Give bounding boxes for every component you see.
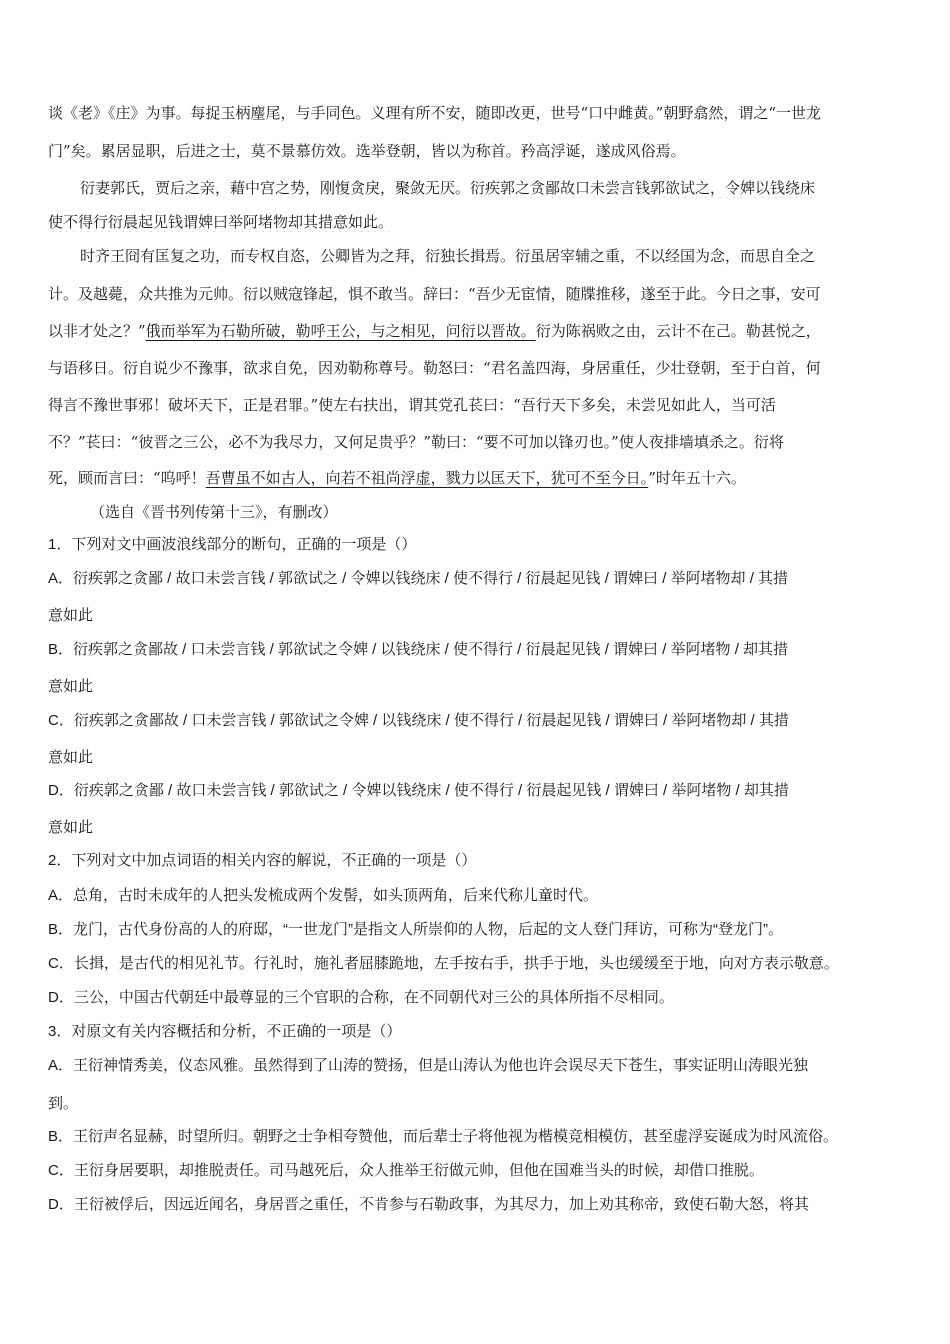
q2-option-d: D．三公，中国古代朝廷中最尊显的三个官职的合称，在不同朝代对三公的具体所指不尽相同。 xyxy=(48,989,674,1006)
passage-line xyxy=(48,321,908,341)
source-note: （选自《晋书列传第十三》，有删改） xyxy=(90,503,338,521)
q1-option-d-cont: 意如此 xyxy=(48,819,94,836)
q3-option-a-cont: 到。 xyxy=(48,1095,79,1112)
q1-option-c-cont: 意如此 xyxy=(48,749,94,766)
passage-line xyxy=(48,468,908,488)
q1-option-c: C．衍疾郭之贪鄙故 / 口未尝言钱 / 郭欲试之令婢 / 以钱绕床 / 使不得行 / 衍晨起见钱 / 谓婢曰 / 举阿堵物却 / 其措 xyxy=(48,712,789,729)
passage-line: 得言不豫世事邪！破坏天下，正是君罪。”使左右扶出，谓其党孔苌曰：“吾行天下多矣，未尝见如此人，当可活 xyxy=(48,396,776,414)
question-1-stem: 1．下列对文中画波浪线部分的断句，正确的一项是（） xyxy=(48,536,417,553)
underlined-sentence: 吾曹虽不如古人，向若不祖尚浮虚，戮力以匡天下，犹可不至今日。 xyxy=(205,469,649,487)
passage-line: 计。及越薨，众共推为元帅。衍以贼寇锋起，惧不敢当。辞曰：“吾少无宦情，随牒推移，遂至于此。今日之事，安可 xyxy=(48,285,821,303)
q1-option-a-cont: 意如此 xyxy=(48,607,94,624)
passage-text: 衍为陈祸败之由，云计不在己。勒甚悦之， xyxy=(535,322,821,340)
q2-option-c: C．长揖，是古代的相见礼节。行礼时，施礼者屈膝跪地，左手按右手，拱手于地，头也缓缓至于地，向对方表示敬意。 xyxy=(48,955,839,972)
q2-option-b: B．龙门，古代身份高的人的府邸，“一世龙门”是指文人所崇仰的人物，后起的文人登门拜访，可称为“登龙门”。 xyxy=(48,921,783,938)
passage-line xyxy=(48,212,908,232)
passage-line: 不？”苌曰：“彼晋之三公，必不为我尽力，又何足贵乎？”勒曰：“要不可加以锋刃也。”使人夜排墙填杀之。衍将 xyxy=(48,433,784,451)
passage-text: 死，顾而言曰：“呜呼！ xyxy=(48,469,206,487)
q1-option-d: D．衍疾郭之贪鄙 / 故口未尝言钱 / 郭欲试之 / 令婢以钱绕床 / 使不得行 / 衍晨起见钱 / 谓婢曰 / 举阿堵物 / 却其措 xyxy=(48,782,789,799)
passage-text: ”时年五十六。 xyxy=(648,469,746,487)
q2-option-a: A．总角，古时未成年的人把头发梳成两个发髻，如头顶两角，后来代称儿童时代。 xyxy=(48,887,599,904)
q3-option-d: D．王衍被俘后，因远近闻名，身居晋之重任，不肯参与石勒政事，为其尽力，加上劝其称帝，致使石勒大怒，将其 xyxy=(48,1196,809,1213)
q1-option-b-cont: 意如此 xyxy=(48,678,94,695)
wavy-underlined-text: 衍疾郭之贪鄙故口未尝言钱郭欲试之，令婢以钱绕床 xyxy=(470,179,816,197)
q1-option-a: A．衍疾郭之贪鄙 / 故口未尝言钱 / 郭欲试之 / 令婢以钱绕床 / 使不得行 / 衍晨起见钱 / 谓婢曰 / 举阿堵物却 / 其措 xyxy=(48,570,789,587)
q3-option-c: C．王衍身居要职，却推脱责任。司马越死后，众人推举王衍做元帅，但他在国难当头的时候，却借口推脱。 xyxy=(48,1162,764,1179)
question-2-stem: 2．下列对文中加点词语的相关内容的解说，不正确的一项是（） xyxy=(48,852,477,869)
wavy-underlined-text: 使不得行衍晨起见钱谓婢曰举阿堵物却其措意如此。 xyxy=(48,213,394,231)
passage-line: 与语移日。衍自说少不豫事，欲求自免，因劝勒称尊号。勒怒曰：“君名盖四海，身居重任，少壮登朝，至于白首，何 xyxy=(48,359,821,377)
passage-line: 谈《老》《庄》为事。每捉玉柄麈尾，与手同色。义理有所不安，随即改更，世号“口中雌黄。”朝野翕然，谓之“一世龙 xyxy=(48,104,822,122)
q3-option-a: A．王衍神情秀美，仪态风雅。虽然得到了山涛的赞扬，但是山涛认为他也许会误尽天下苍生，事实证明山涛眼光独 xyxy=(48,1057,809,1074)
underlined-sentence: 俄而举军为石勒所破，勒呼王公，与之相见，问衍以晋故。 xyxy=(145,322,536,340)
question-3-stem: 3．对原文有关内容概括和分析，不正确的一项是（） xyxy=(48,1023,402,1040)
q1-option-b: B．衍疾郭之贪鄙故 / 口未尝言钱 / 郭欲试之令婢 / 以钱绕床 / 使不得行 / 衍晨起见钱 / 谓婢曰 / 举阿堵物 / 却其措 xyxy=(48,641,789,658)
passage-line: 时齐王冏有匡复之功，而专权自恣，公卿皆为之拜，衍独长揖焉。衍虽居宰辅之重，不以经国为念，而思自全之 xyxy=(80,247,816,265)
q3-option-b: B．王衍声名显赫，时望所归。朝野之士争相夸赞他，而后辈士子将他视为楷模竞相模仿，甚至虚浮妄诞成为时风流俗。 xyxy=(48,1128,839,1145)
passage-line: 门”矣。累居显职，后进之士，莫不景慕仿效。选举登朝，皆以为称首。矜高浮诞，遂成风俗焉。 xyxy=(48,142,686,160)
passage-text: 以非才处之？” xyxy=(48,322,146,340)
passage-text: 衍妻郭氏，贾后之亲，藉中宫之势，刚愎贪戾，聚敛无厌。 xyxy=(80,179,471,197)
passage-line xyxy=(80,178,908,198)
